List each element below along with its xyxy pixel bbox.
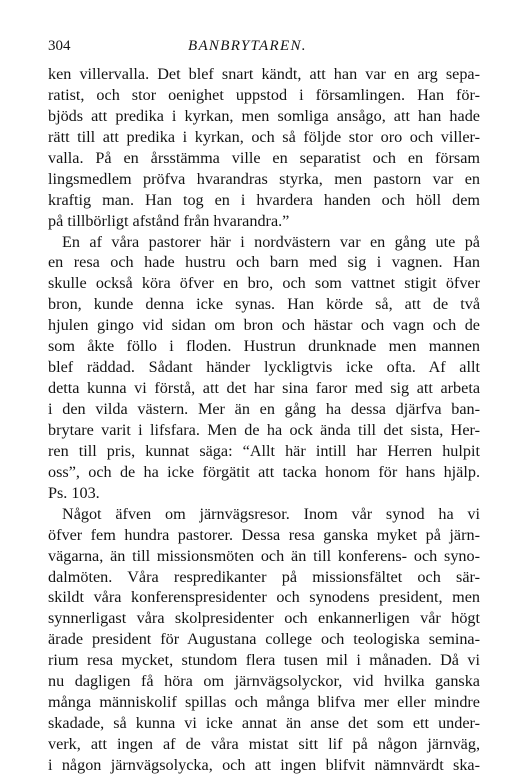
text-line: skadade, så kunna vi icke annat än anse det som ett under-: [48, 714, 480, 733]
text-line: detta kunna vi förstå, att det har sina faror med sig att arbeta: [48, 379, 480, 398]
text-line: rätt till att predika i kyrkan, och så följde stor oro och viller-: [48, 127, 480, 146]
text-line: verk, att ingen af de våra mistat sitt lif på någon järnväg,: [48, 735, 480, 753]
text-line: Något äfven om järnvägsresor. Inom vår synod ha vi: [62, 504, 480, 523]
text-line: brytare varit i lifsfara. Men de ha ock ända till det sista, Her-: [48, 420, 480, 439]
page-header: [48, 38, 480, 58]
text-line: hjulen gingo vid sidan om bron och hästar och vagn och de: [48, 316, 480, 335]
text-line: lingsmedlem pröfva hvarandras styrka, men pastorn var en: [48, 169, 480, 188]
text-line: bjöds att predika i kyrkan, men somliga ansågo, att han hade: [48, 106, 480, 125]
text-line: synnerligast våra skolpresidenter och enkannerligen vår högt: [48, 609, 480, 628]
text-line: En af våra pastorer här i nordvästern var en gång ute på: [62, 232, 480, 251]
body-text: [48, 64, 480, 776]
text-line: Ps. 103.: [48, 483, 100, 502]
running-title: BANBRYTAREN.: [188, 38, 307, 54]
text-line: en resa och hade hustru och barn med sig i vagnen. Han: [48, 253, 480, 272]
text-line: i någon järnvägsolycka, och att ingen blifvit nämnvärdt ska-: [48, 755, 480, 774]
text-line: många människolif spillas och många blifva mer eller mindre: [48, 693, 480, 712]
text-line: på tillbörligt afstånd från hvarandra.”: [48, 211, 290, 230]
text-line: ratist, och stor oenighet uppstod i församlingen. Han för-: [48, 85, 480, 104]
text-line: oss”, och de ha icke förgätit att tacka honom för hans hjälp.: [48, 462, 480, 481]
text-line: skildt våra konferenspresidenter och synodens president, men: [48, 588, 480, 607]
text-line: ren till pris, kunnat säga: “Allt här intill har Herren hulpit: [48, 441, 480, 460]
text-line: valla. På en årsstämma ville en separatist och en försam: [48, 148, 480, 167]
text-line: ärade president för Augustana college och teologiska semina-: [48, 630, 480, 649]
text-line: som åkte föllo i floden. Hustrun drunknade men mannen: [48, 337, 480, 356]
text-line: vägarna, än till missionsmöten och än till konferens- och syno-: [48, 546, 480, 565]
text-line: dalmöten. Våra respredikanter på missionsfältet och sär-: [48, 567, 480, 586]
text-line: blef räddad. Sådant händer lyckligtvis icke ofta. Af allt: [48, 358, 480, 377]
text-line: kraftig man. Han tog en i hvardera handen och höll dem: [48, 190, 480, 209]
text-line: rium resa mycket, stundom flera tusen mil i månaden. Då vi: [48, 651, 480, 670]
page-number: 304: [48, 38, 71, 54]
text-line: nu dagligen få höra om järnvägsolyckor, vid hvilka ganska: [48, 672, 480, 691]
text-line: öfver fem hundra pastorer. Dessa resa ganska myket på järn-: [48, 525, 480, 544]
text-line: ken villervalla. Det blef snart kändt, att han var en arg sepa-: [48, 65, 480, 83]
text-line: i den vilda västern. Mer än en gång ha dessa djärfva ban-: [48, 400, 480, 418]
text-line: skulle också köra öfver en bro, och som vattnet stigit öfver: [48, 274, 480, 293]
text-line: bron, kunde denna icke synas. Han körde så, att de två: [48, 295, 480, 314]
